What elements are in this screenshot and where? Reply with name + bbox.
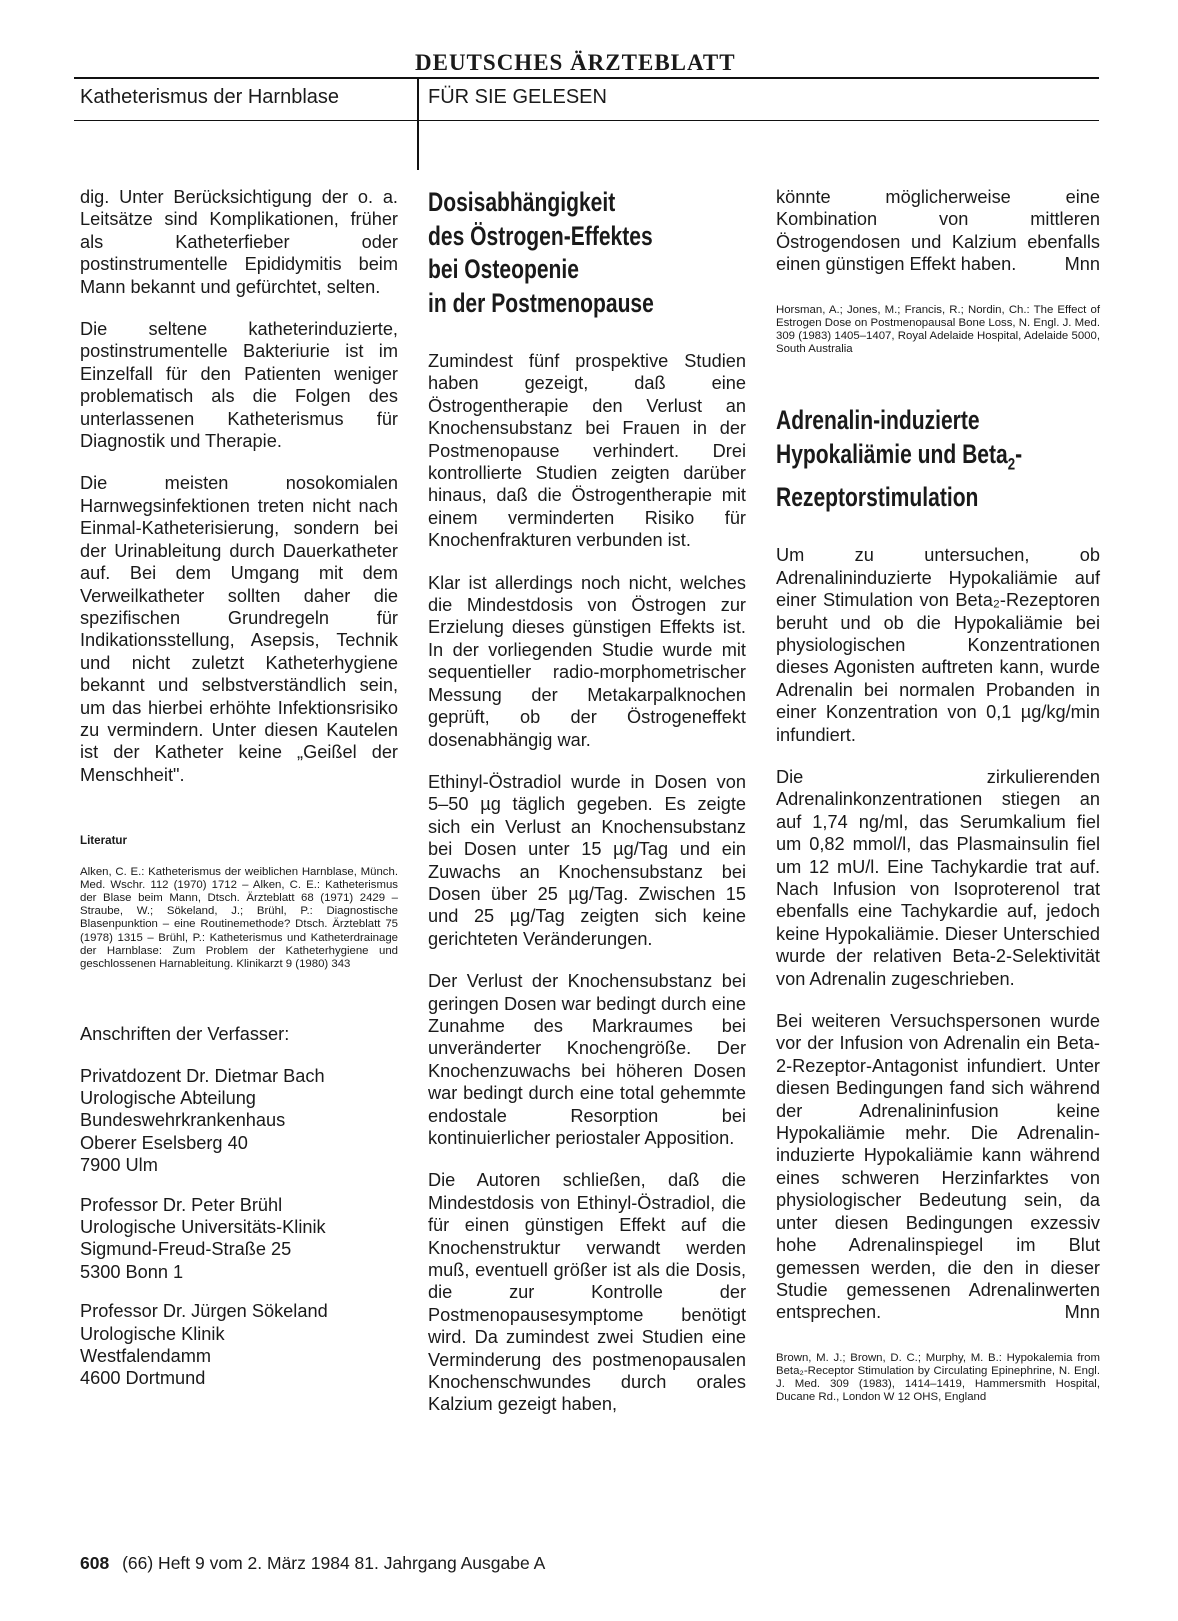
address-line: Urologische Abteilung: [80, 1088, 256, 1108]
paragraph: Der Verlust der Knochensubstanz bei geringen Dosen war bedingt durch eine Zunahme des Markraumes bei unveränderter Knochengröße. Der Knochenzuwachs bei höheren Dosen war bedingt durch eine total gehemmte endostale Resorption bei kontinuierlicher periostaler Apposition.: [428, 971, 746, 1148]
article-title: [428, 186, 748, 320]
title-subscript: 2: [1007, 454, 1016, 474]
masthead: DEUTSCHES ÄRZTEBLATT: [415, 50, 736, 75]
address-line: Urologische Klinik: [80, 1323, 225, 1344]
column-middle: [428, 186, 746, 1416]
title-text: Hypokaliämie und Beta: [776, 438, 1008, 469]
paragraph-text: könnte möglicherweise eine Kombination von mittleren Östrogendosen und Kalzium ebenfalls einen günstigen Effekt haben.: [776, 187, 1100, 275]
address-line: 7900 Ulm: [80, 1155, 158, 1176]
paragraph: Zumindest fünf prospektive Studien haben gezeigt, daß eine Östrogentherapie den Verlust an Knochensubstanz bei Frauen in der Postmenopause verhindert. Drei kontrollierte Studien zeigten darüber hinaus, daß die Östrogentherapie mit einem verminderten Risiko für Knochenfrakturen verbunden ist.: [428, 351, 746, 551]
literature-list: Alken, C. E.: Katheterismus der weiblichen Harnblase, Münch. Med. Wschr. 112 (1970) 1712 – Alken, C. E.: Katheterismus der Blase beim Mann, Dtsch. Ärzteblatt 68 (1971) 2429 – Straube, W.; Sökeland, J.; Brühl, P.: Diagnostische Blasenpunktion – eine Routinemethode? Dtsch. Ärzteblatt 75 (1978) 1315 – Brühl, P.: Katheterismus und Katheterdrainage der Harnblase: Zum Problem der Katheterhygiene und geschlossenen Harnableitung. Klinikarzt 9 (1980) 343: [80, 865, 398, 970]
paragraph: Die zirkulierenden Adrenalinkonzentrationen stiegen an auf 1,74 ng/ml, das Serumkalium fiel um 0,82 mmol/l, das Plasmainsulin fiel um 12 mU/l. Eine Tachykardie trat auf. Nach Infusion von Isoproterenol trat ebenfalls eine Tachykardie auf, jedoch keine Hypokaliämie. Dieser Unterschied wurde der relativen Beta-2-Selektivität von Adrenalin zugeschrieben.: [776, 766, 1100, 989]
paragraph: Die seltene katheterinduzierte, postinstrumentelle Bakteriurie ist im Einzelfall für den Patienten weniger problematisch als die Folgen des unterlassenen Katheterismus für Diagnostik und Therapie.: [80, 319, 398, 452]
addresses-heading: Anschriften der Verfasser:: [80, 1024, 290, 1045]
title-line: Adrenalin-induzierte: [776, 405, 980, 436]
paragraph: Um zu untersuchen, ob Adrenalininduzierte Hypokaliämie auf einer Stimulation von Beta₂-Rezeptoren beruht und ob die Hypokaliämie bei physiologischen Konzentrationen dieses Agonisten auftreten kann, wurde Adrenalin bei normalen Probanden in einer Konzentration von 0,1 µg/kg/min infundiert.: [776, 545, 1100, 745]
paragraph: Klar ist allerdings noch nicht, welches die Mindestdosis von Östrogen zur Erzielung dieses günstigen Effekts ist. In der vorliegenden Studie wurde mit sequentieller radio-morphometrischer Messung der Metakarpalknochen geprüft, ob der Östrogeneffekt dosenabhängig war.: [428, 572, 746, 750]
paragraph: [776, 1010, 1100, 1324]
address-line: Professor Dr. Peter Brühl: [80, 1194, 283, 1215]
article-title: [776, 404, 1096, 514]
address-line: Sigmund-Freud-Straße 25: [80, 1239, 292, 1260]
title-line: des Östrogen-Effektes: [428, 220, 653, 251]
title-line: [776, 438, 1096, 481]
paragraph: Die meisten nosokomialen Harnwegsinfektionen treten nicht nach Einmal-Katheterisierung, sondern bei der Urinableitung durch Dauerkatheter auf. Bei dem Umgang mit dem Verweilkatheter sollten daher die spezifischen Grundregeln für Indikationsstellung, Asepsis, Technik und nicht zuletzt Katheterhygiene bekannt und selbstverständlich sein, um das hierbei erhöhte Infektionsrisiko zu vermindern. Unter diesen Kautelen ist der Katheter keine „Geißel der Menschheit".: [80, 473, 398, 785]
address-block: [80, 1065, 398, 1177]
address-line: 5300 Bonn 1: [80, 1261, 184, 1282]
paragraph: dig. Unter Berücksichtigung der o. a. Leitsätze sind Komplikationen, früher als Katheterfieber oder postinstrumentelle Epididymitis beim Mann bekannt und gefürchtet, selten.: [80, 187, 398, 297]
paragraph: Die Autoren schließen, daß die Mindestdosis von Ethinyl-Östradiol, die für einen günstigen Effekt auf die Knochenstruktur verwandt werden muß, eventuell größer ist als die Dosis, die zur Kontrolle der Postmenopausesymptome benötigt wird. Da zumindest zwei Studien eine Verminderung des postmenopausalen Knochenschwundes durch orales Kalzium gezeigt haben,: [428, 1170, 746, 1415]
title-line: Dosisabhängigkeit: [428, 187, 616, 217]
paragraph: Ethinyl-Östradiol wurde in Dosen von 5–50 µg täglich gegeben. Es zeigte sich ein Verlust an Knochensubstanz bei Dosen unter 15 µg/Tag und ein Zuwachs an Knochensubstanz bei Dosen über 25 µg/Tag. Zwischen 15 und 25 µg/Tag zeigten sich keine gerichteten Veränderungen.: [428, 771, 746, 949]
page-number: 608: [80, 1553, 110, 1573]
section-rule: [74, 120, 1099, 121]
address-block: [80, 1194, 398, 1284]
title-line: in der Postmenopause: [428, 287, 654, 318]
section-title-right: FÜR SIE GELESEN: [428, 86, 607, 108]
column-divider: [417, 78, 419, 170]
address-line: 4600 Dortmund: [80, 1368, 206, 1389]
title-line: Rezeptorstimulation: [776, 481, 979, 512]
author-signature: Mnn: [1064, 1302, 1100, 1323]
title-text: -: [1015, 438, 1023, 469]
reference: Brown, M. J.; Brown, D. C.; Murphy, M. B.: Hypokalemia from Beta₂-Receptor Stimulation by Circulating Epinephrine, N. Engl. J. Med. 309 (1983), 1414–1419, Hammersmith Hospital, Ducane Rd., London W 12 OHS, England: [776, 1351, 1100, 1404]
address-line: Professor Dr. Jürgen Sökeland: [80, 1301, 328, 1322]
address-line: Urologische Universitäts-Klinik: [80, 1217, 326, 1238]
address-line: Westfalendamm: [80, 1346, 212, 1367]
issue-info: (66) Heft 9 vom 2. März 1984 81. Jahrgang Ausgabe A: [122, 1553, 546, 1573]
address-block: [80, 1300, 398, 1390]
author-signature: Mnn: [1064, 254, 1100, 275]
address-line: Bundeswehrkrankenhaus: [80, 1110, 286, 1131]
column-right: [776, 186, 1100, 1405]
address-line: Oberer Eselsberg 40: [80, 1132, 248, 1153]
header-rule: [74, 77, 1099, 79]
paragraph-text: Bei weiteren Versuchspersonen wurde vor der Infusion von Adrenalin ein Beta-2-Rezeptor-Antagonist infundiert. Unter diesen Bedingungen fand sich während der Adrenalininfusion keine Hypokaliämie mehr. Die Adrenalin-induzierte Hypokaliämie kann während eines schweren Herzinfarktes von physiologischer Bedeutung sein, da unter diesen Bedingungen exzessiv hohe Adrenalinspiegel im Blut gemessen werden, die den in dieser Studie gemessenen Adrenalinwerten entsprechen.: [776, 1011, 1100, 1323]
section-title-left: Katheterismus der Harnblase: [80, 86, 340, 108]
paragraph-continued: [776, 186, 1100, 276]
reference: Horsman, A.; Jones, M.; Francis, R.; Nordin, Ch.: The Effect of Estrogen Dose on Postmenopausal Bone Loss, N. Engl. J. Med. 309 (1983) 1405–1407, Royal Adelaide Hospital, Adelaide 5000, South Australia: [776, 303, 1100, 356]
title-line: bei Osteopenie: [428, 254, 579, 284]
page-footer: [80, 1553, 545, 1574]
literature-heading: Literatur: [80, 834, 128, 848]
column-left: [80, 186, 398, 1407]
address-line: Privatdozent Dr. Dietmar Bach: [80, 1065, 325, 1086]
